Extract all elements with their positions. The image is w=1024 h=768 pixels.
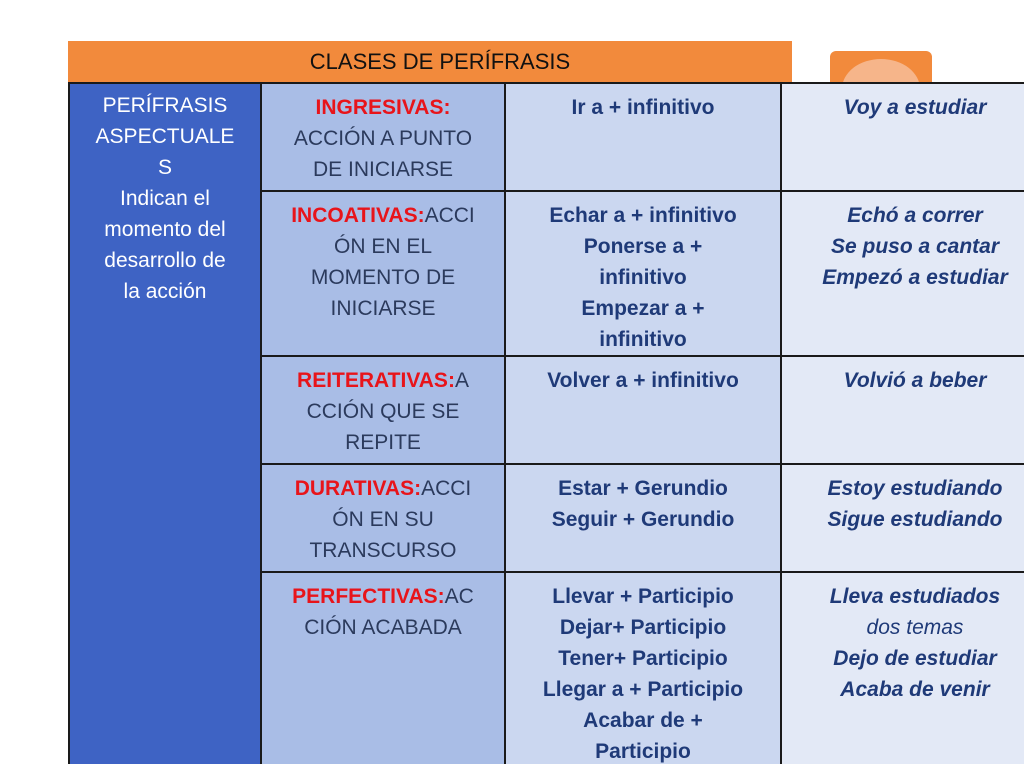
type-description: ACCI bbox=[421, 477, 472, 500]
type-description: AC bbox=[444, 585, 474, 608]
type-cell-reiterativas bbox=[261, 356, 505, 464]
type-description: REPITE bbox=[345, 431, 421, 454]
example-line: Echó a correr bbox=[847, 204, 983, 227]
type-description: TRANSCURSO bbox=[309, 539, 457, 562]
structure-cell bbox=[505, 464, 781, 572]
structure-cell bbox=[505, 191, 781, 356]
type-description: MOMENTO DE bbox=[310, 266, 456, 289]
type-name: PERFECTIVAS: bbox=[292, 585, 445, 608]
example-cell bbox=[781, 191, 1024, 356]
table-row bbox=[69, 83, 1024, 191]
group-line: la acción bbox=[123, 280, 207, 303]
structure-line: Volver a + infinitivo bbox=[547, 369, 739, 392]
example-line: Dejo de estudiar bbox=[833, 647, 997, 670]
group-cell-aspectuales bbox=[69, 83, 261, 764]
group-line: momento del bbox=[104, 218, 226, 241]
structure-line: Seguir + Gerundio bbox=[551, 508, 735, 531]
type-description: INICIARSE bbox=[330, 297, 436, 320]
type-name: INGRESIVAS: bbox=[315, 96, 451, 119]
decorative-oval bbox=[842, 59, 920, 82]
group-line: ASPECTUALE bbox=[95, 125, 235, 148]
example-line: Volvió a beber bbox=[843, 369, 987, 392]
structure-cell bbox=[505, 356, 781, 464]
structure-line: Ponerse a + bbox=[583, 235, 703, 258]
type-description: ÓN EN SU bbox=[332, 508, 434, 531]
structure-line: Participio bbox=[595, 740, 691, 763]
example-cell bbox=[781, 83, 1024, 191]
example-cell bbox=[781, 356, 1024, 464]
type-cell-perfectivas bbox=[261, 572, 505, 764]
type-description: ACCI bbox=[424, 204, 475, 227]
example-line: Voy a estudiar bbox=[843, 96, 987, 119]
type-cell-durativas bbox=[261, 464, 505, 572]
example-line: dos temas bbox=[866, 616, 964, 639]
structure-line: Llevar + Participio bbox=[552, 585, 734, 608]
example-line: Se puso a cantar bbox=[830, 235, 1000, 258]
type-description: CCIÓN QUE SE bbox=[306, 400, 460, 423]
decorative-tab bbox=[830, 51, 932, 82]
structure-line: Estar + Gerundio bbox=[558, 477, 728, 500]
structure-line: Dejar+ Participio bbox=[559, 616, 727, 639]
type-description: CIÓN ACABADA bbox=[304, 616, 462, 639]
group-line: S bbox=[157, 156, 172, 179]
example-line: Empezó a estudiar bbox=[822, 266, 1008, 289]
example-cell bbox=[781, 464, 1024, 572]
example-cell bbox=[781, 572, 1024, 764]
example-line: Estoy estudiando bbox=[827, 477, 1003, 500]
type-name: INCOATIVAS: bbox=[291, 204, 425, 227]
example-line: Lleva estudiados bbox=[829, 585, 1001, 608]
type-description: DE INICIARSE bbox=[312, 158, 454, 181]
structure-cell bbox=[505, 572, 781, 764]
example-line: Acaba de venir bbox=[840, 678, 990, 701]
group-line: Indican el bbox=[120, 187, 210, 210]
type-description: ACCIÓN A PUNTO bbox=[293, 127, 473, 150]
structure-line: infinitivo bbox=[599, 328, 687, 351]
type-description: ÓN EN EL bbox=[333, 235, 433, 258]
structure-line: Ir a + infinitivo bbox=[571, 96, 715, 119]
table-title: CLASES DE PERÍFRASIS bbox=[68, 41, 792, 82]
structure-cell bbox=[505, 83, 781, 191]
structure-line: Echar a + infinitivo bbox=[549, 204, 737, 227]
type-cell-incoativas bbox=[261, 191, 505, 356]
periphrasis-table-container bbox=[68, 82, 1024, 764]
structure-line: Acabar de + bbox=[583, 709, 703, 732]
structure-line: Tener+ Participio bbox=[558, 647, 728, 670]
example-line: Sigue estudiando bbox=[827, 508, 1003, 531]
group-line: desarrollo de bbox=[104, 249, 226, 272]
periphrasis-table bbox=[68, 82, 1024, 764]
type-name: REITERATIVAS: bbox=[297, 369, 455, 392]
type-name: DURATIVAS: bbox=[294, 477, 422, 500]
structure-line: Empezar a + bbox=[581, 297, 705, 320]
structure-line: Llegar a + Participio bbox=[542, 678, 744, 701]
group-line: PERÍFRASIS bbox=[102, 94, 228, 117]
type-cell-ingresivas bbox=[261, 83, 505, 191]
type-description: A bbox=[454, 369, 469, 392]
structure-line: infinitivo bbox=[599, 266, 687, 289]
